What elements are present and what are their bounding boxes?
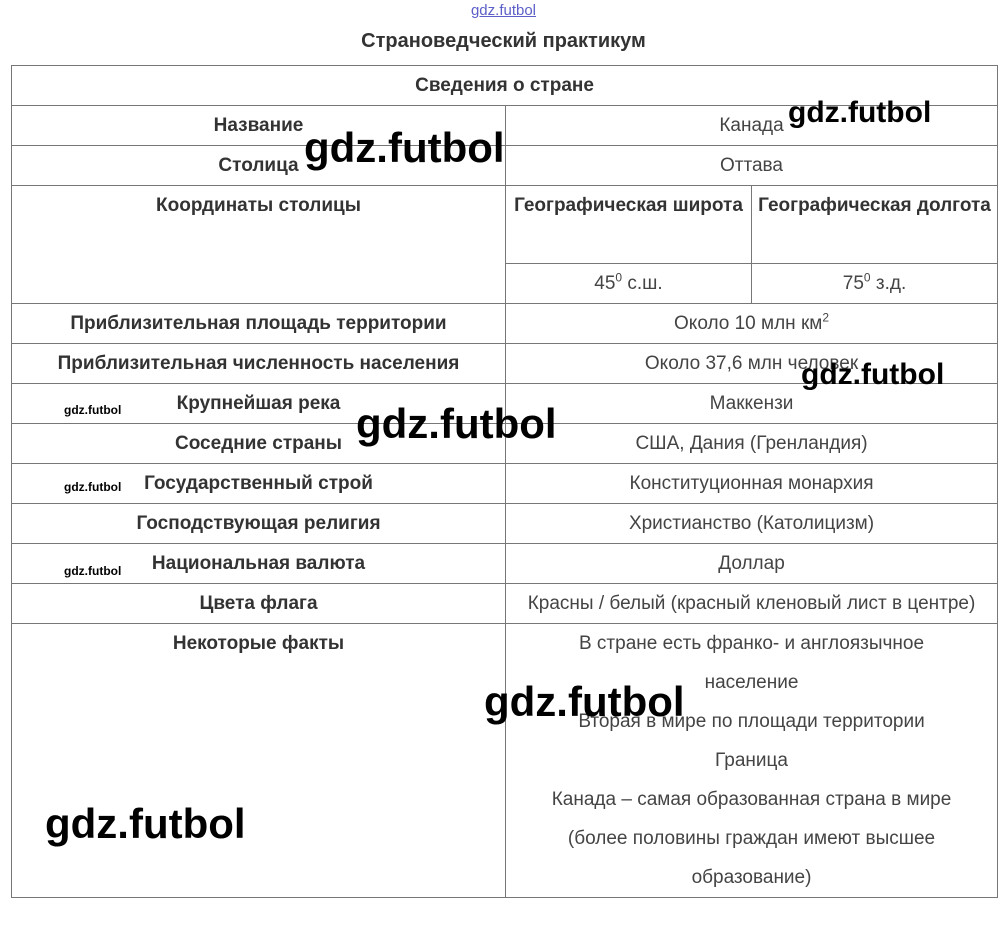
latitude-number: 45 — [594, 273, 616, 294]
longitude-degree: 0 — [863, 270, 871, 285]
government-label: Государственный строй — [12, 464, 506, 504]
longitude-value — [752, 264, 998, 304]
page-title: Страноведческий практикум — [361, 30, 646, 52]
watermark: gdz.futbol — [484, 678, 685, 725]
name-label: Название — [12, 106, 506, 146]
river-label: Крупнейшая река — [12, 384, 506, 424]
area-label: Приблизительная площадь территории — [12, 304, 506, 344]
latitude-header: Географическая широта — [506, 186, 752, 264]
watermark: gdz.futbol — [356, 400, 557, 447]
area-exponent: 2 — [822, 310, 830, 325]
religion-value: Христианство (Католицизм) — [506, 504, 998, 544]
capital-value: Оттава — [506, 146, 998, 186]
latitude-value — [506, 264, 752, 304]
table-header: Сведения о стране — [12, 66, 998, 106]
watermark: gdz.futbol — [45, 800, 246, 847]
watermark: gdz.futbol — [64, 480, 122, 494]
facts-label: Некоторые факты — [12, 624, 506, 898]
fact-4: Канада – самая образованная страна в мире (более половины граждан имеют высшее образование) — [551, 789, 952, 888]
longitude-header: Географическая долгота — [752, 186, 998, 264]
watermark: gdz.futbol — [801, 358, 945, 391]
table-row — [12, 186, 998, 264]
longitude-suffix: з.д. — [870, 273, 907, 294]
flag-label: Цвета флага — [12, 584, 506, 624]
top-link[interactable]: gdz.futbol — [470, 2, 537, 19]
watermark: gdz.futbol — [304, 124, 505, 171]
government-value: Конституционная монархия — [506, 464, 998, 504]
latitude-suffix: с.ш. — [622, 273, 663, 294]
watermark: gdz.futbol — [788, 96, 932, 129]
flag-value: Красны / белый (красный кленовый лист в центре) — [506, 584, 998, 624]
coords-label: Координаты столицы — [12, 186, 506, 304]
population-label: Приблизительная численность населения — [12, 344, 506, 384]
latitude-degree: 0 — [615, 270, 623, 285]
currency-value: Доллар — [506, 544, 998, 584]
longitude-number: 75 — [842, 273, 864, 294]
area-text: Около 10 млн км — [674, 313, 823, 334]
religion-label: Господствующая религия — [12, 504, 506, 544]
area-value — [506, 304, 998, 344]
currency-label: Национальная валюта — [12, 544, 506, 584]
country-info-table — [11, 65, 998, 898]
fact-1: В стране есть франко- и англоязычное население — [578, 633, 925, 693]
table-row — [12, 304, 998, 344]
watermark: gdz.futbol — [64, 403, 122, 417]
table-row — [12, 624, 998, 898]
name-value: Канада — [506, 106, 998, 146]
capital-label: Столица — [12, 146, 506, 186]
neighbors-value: США, Дания (Гренландия) — [506, 424, 998, 464]
river-value: Маккензи — [506, 384, 998, 424]
fact-2: Вторая в мире по площади территории — [578, 711, 925, 732]
population-value: Около 37,6 млн человек — [506, 344, 998, 384]
table-row — [12, 504, 998, 544]
neighbors-label: Соседние страны — [12, 424, 506, 464]
table-row — [12, 544, 998, 584]
watermark: gdz.futbol — [64, 564, 122, 578]
facts-value — [506, 624, 998, 898]
fact-3: Граница — [715, 750, 788, 771]
table-row — [12, 584, 998, 624]
table-row — [12, 464, 998, 504]
